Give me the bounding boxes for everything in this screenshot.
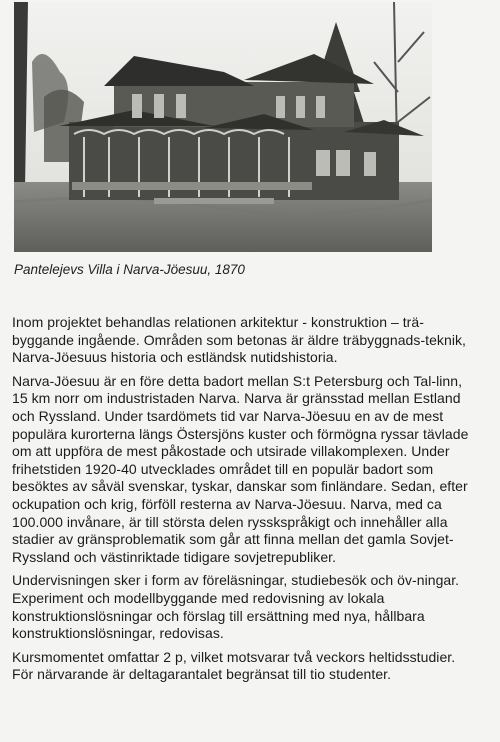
villa-photo bbox=[14, 2, 432, 252]
villa-photo-illustration bbox=[14, 2, 432, 252]
body-text bbox=[12, 314, 478, 690]
paragraph-history: Narva-Jöesuu är en före detta badort mellan S:t Petersburg och Tal-linn, 15 km norr om industristaden Narva. Narva är gränsstad mellan Estland och Ryssland. Under tsardömets tid var Narva-Jöesuu en av de mest populära kurorterna längs Östersjöns kuster och förmögna ryssar tävlade om att uppföra de mest påkostade och utsirade villakomplexen. Under frihetstiden 1920-40 utvecklades området till en populär badort som besöktes av såväl svenskar, tyskar, danskar som finländare. Sedan, efter ockupation och krig, förföll resterna av Narva-Jöesuu. Narva, med ca 100.000 invånare, är till största delen rysskspråkigt och innehåller alla stadier av gränsproblematik som går att finna mellan det gamla Sovjet-Ryssland och västinriktade tidigare sovjetrepubliker. bbox=[12, 372, 469, 565]
photo-caption: Pantelejevs Villa i Narva-Jöesuu, 1870 bbox=[14, 262, 245, 277]
paragraph-course-info: Kursmomentet omfattar 2 p, vilket motsvarar två veckors heltidsstudier. För närvarande är deltagarantalet begränsat till tio studenter. bbox=[12, 648, 456, 683]
paragraph-teaching: Undervisningen sker i form av föreläsningar, studiebesök och öv-ningar. Experiment och modellbyggande med redovisning av lokala konstruktionslösningar och förslag till ersättning med nya, hållbara konstruktionslösningar, redovisas. bbox=[12, 572, 460, 642]
paragraph-intro: Inom projektet behandlas relationen arkitektur - konstruktion – trä-byggande ingående. Områden som betonas är äldre träbyggnads-teknik, Narva-Jöesuus historia och estländsk nutidshistoria. bbox=[12, 314, 466, 366]
